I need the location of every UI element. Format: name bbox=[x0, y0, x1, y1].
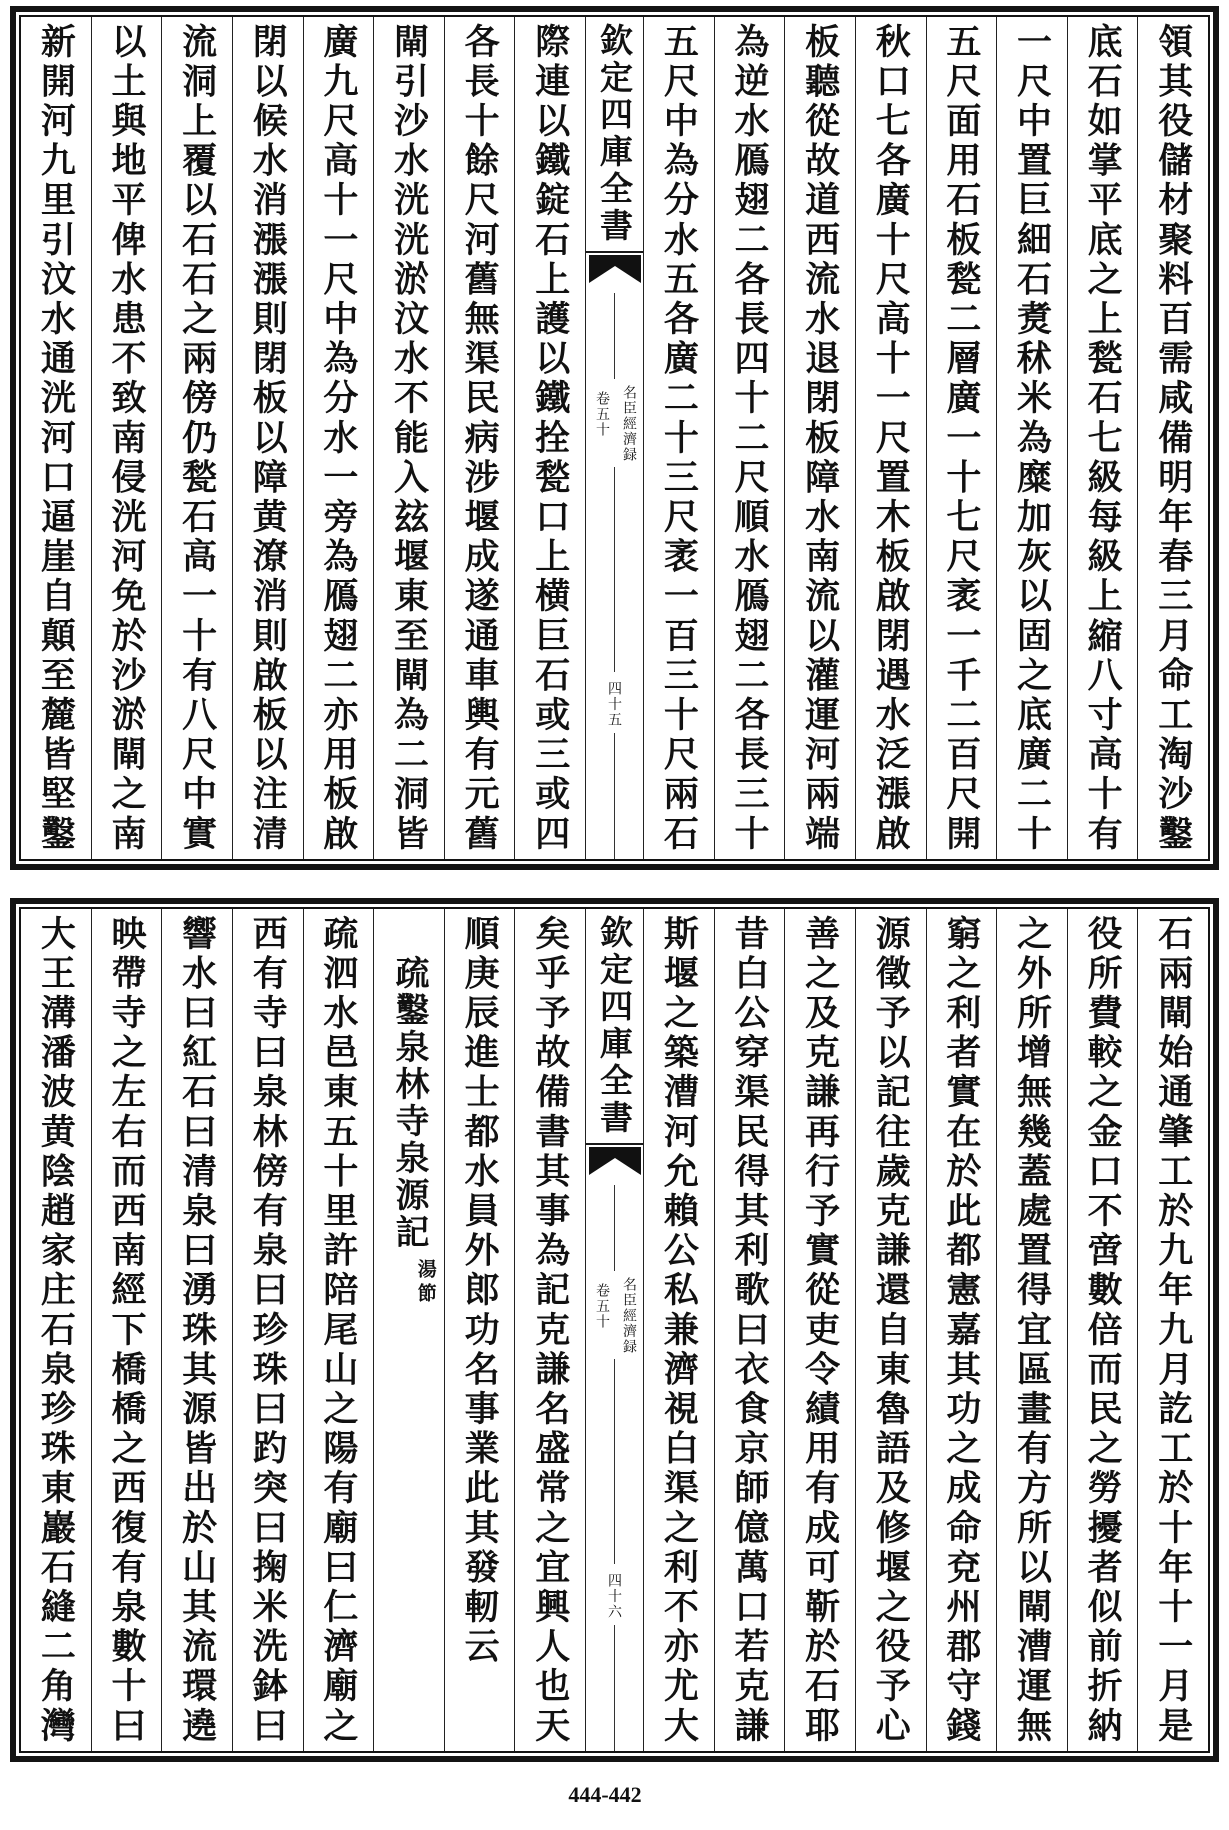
text-column bbox=[91, 17, 162, 859]
text-column bbox=[21, 909, 91, 1751]
bottom-page bbox=[10, 898, 1219, 1762]
text-column bbox=[643, 17, 714, 859]
essay-title: 疏鑿泉林寺泉源記 bbox=[388, 955, 429, 1251]
center-column bbox=[585, 17, 643, 859]
column-text: 五尺面用石板甃二層廣一十七尺袤一千二百尺開 bbox=[940, 23, 982, 855]
column-text: 西有寺曰泉林傍有泉曰珍珠曰趵突曰掬米洗鉢曰 bbox=[247, 915, 289, 1747]
text-column bbox=[1067, 17, 1138, 859]
column-text: 秋口七各廣十尺高十一尺置木板啟閉遇水泛漲啟 bbox=[870, 23, 912, 855]
column-text: 領其役儲材聚料百需咸備明年春三月命工淘沙鑿 bbox=[1152, 23, 1194, 855]
column-text: 閘引沙水洸洸淤汶水不能入玆堰東至閘為二洞皆 bbox=[388, 23, 430, 855]
column-text: 一尺中置巨細石煑秫米為糜加灰以固之底廣二十 bbox=[1011, 23, 1053, 855]
center-title-box bbox=[586, 909, 643, 1145]
text-column bbox=[643, 909, 714, 1751]
text-column bbox=[373, 17, 444, 859]
volume-number: 卷五十 bbox=[594, 1283, 610, 1330]
column-text: 映帶寺之左右而西南經下橋橋之西復有泉數十曰 bbox=[105, 915, 147, 1747]
column-text: 順庚辰進士都水員外郎功名事業此其發軔云 bbox=[459, 915, 501, 1668]
center-rule bbox=[614, 733, 615, 859]
text-column bbox=[926, 909, 997, 1751]
text-column bbox=[161, 17, 232, 859]
column-text: 閉以候水消漲漲則閉板以障黄潦消則啟板以注清 bbox=[247, 23, 289, 855]
collection-title: 欽定四庫全書 bbox=[595, 23, 634, 245]
column-text: 五尺中為分水五各廣二十三尺袤一百三十尺兩石 bbox=[658, 23, 700, 855]
column-text: 底石如掌平底之上甃石七級每級上縮八寸高十有 bbox=[1082, 23, 1124, 855]
text-column bbox=[444, 909, 515, 1751]
center-rule bbox=[614, 1359, 615, 1564]
text-column bbox=[303, 17, 374, 859]
column-text: 板聽從故道西流水退閉板障水南流以灌運河兩端 bbox=[799, 23, 841, 855]
top-page bbox=[10, 6, 1219, 870]
fishtail-mark bbox=[589, 1147, 641, 1177]
text-column bbox=[303, 909, 374, 1751]
text-column bbox=[714, 909, 785, 1751]
text-column bbox=[514, 17, 585, 859]
text-column bbox=[1067, 909, 1138, 1751]
column-text: 流洞上覆以石石之兩傍仍甃石高一十有八尺中實 bbox=[176, 23, 218, 855]
text-column bbox=[784, 17, 855, 859]
column-text: 響水曰紅石曰清泉曰湧珠其源皆出於山其流環遶 bbox=[176, 915, 218, 1747]
center-rule bbox=[614, 1185, 615, 1271]
center-rule bbox=[614, 293, 615, 379]
center-title-box bbox=[586, 17, 643, 253]
column-text: 廣九尺高十一尺中為分水一旁為鴈翅二亦用板啟 bbox=[317, 23, 359, 855]
text-column bbox=[714, 17, 785, 859]
column-text: 之外所增無幾蓋處置得宜區畫有方所以閘漕運無 bbox=[1011, 915, 1053, 1747]
column-text: 各長十餘尺河舊無渠民病涉堰成遂通車輿有元舊 bbox=[459, 23, 501, 855]
text-column bbox=[855, 909, 926, 1751]
text-column bbox=[1137, 17, 1208, 859]
column-text: 役所費較之金口不啻數倍而民之勞擾者似前折納 bbox=[1082, 915, 1124, 1747]
text-column bbox=[514, 909, 585, 1751]
center-column bbox=[585, 909, 643, 1751]
column-text: 窮之利者實在於此都憲嘉其功之成命兗州郡守錢 bbox=[940, 915, 982, 1747]
column-text: 石兩閘始通肇工於九年九月訖工於十年十一月是 bbox=[1152, 915, 1194, 1747]
page-number: 四十六 bbox=[606, 1573, 622, 1620]
text-column bbox=[161, 909, 232, 1751]
column-text: 大王溝潘波黄陰趙家庄石泉珍珠東巖石縫二角灣 bbox=[35, 915, 77, 1747]
center-rule bbox=[614, 467, 615, 672]
column-text: 際連以鐵錠石上護以鐵拴甃口上横巨石或三或四 bbox=[529, 23, 571, 855]
column-text: 善之及克謙再行予實從吏令績用有成可靳於石耶 bbox=[799, 915, 841, 1747]
bottom-page-text-area bbox=[19, 907, 1210, 1753]
column-text: 以土與地平俾水患不致南侵洸河免於沙淤閘之南 bbox=[105, 23, 147, 855]
text-column bbox=[784, 909, 855, 1751]
column-text: 斯堰之築漕河允賴公私兼濟視白渠之利不亦尤大 bbox=[658, 915, 700, 1747]
text-column bbox=[444, 17, 515, 859]
collection-title: 欽定四庫全書 bbox=[595, 915, 634, 1137]
text-column bbox=[21, 17, 91, 859]
essay-title-column bbox=[373, 909, 444, 1751]
column-text: 疏泗水邑東五十里許陪尾山之陽有廟曰仁濟廟之 bbox=[317, 915, 359, 1747]
text-column bbox=[996, 909, 1067, 1751]
text-column bbox=[926, 17, 997, 859]
column-text: 為逆水鴈翅二各長四十二尺順水鴈翅二各長三十 bbox=[728, 23, 770, 855]
column-text: 新開河九里引汶水通洸河口逼崖自顛至麓皆堅鑿 bbox=[35, 23, 77, 855]
center-rule bbox=[614, 1625, 615, 1751]
text-column bbox=[1137, 909, 1208, 1751]
book-title: 名臣經濟録 bbox=[621, 385, 637, 463]
fishtail-mark bbox=[589, 255, 641, 285]
text-column bbox=[232, 17, 303, 859]
page-number: 四十五 bbox=[606, 681, 622, 728]
text-column bbox=[996, 17, 1067, 859]
column-text: 昔白公穿渠民得其利歌曰衣食京師億萬口若克謙 bbox=[728, 915, 770, 1747]
volume-number: 卷五十 bbox=[594, 391, 610, 438]
text-column bbox=[855, 17, 926, 859]
footer-page-code: 444-442 bbox=[568, 1782, 642, 1807]
column-text: 矣乎予故備書其事為記克謙名盛常之宜興人也天 bbox=[529, 915, 571, 1747]
text-column bbox=[232, 909, 303, 1751]
top-page-text-area bbox=[19, 15, 1210, 861]
book-title: 名臣經濟録 bbox=[621, 1277, 637, 1355]
text-column bbox=[91, 909, 162, 1751]
column-text: 源徵予以記往歲克謙還自東魯語及修堰之役予心 bbox=[870, 915, 912, 1747]
essay-author: 湯節 bbox=[414, 1259, 437, 1307]
